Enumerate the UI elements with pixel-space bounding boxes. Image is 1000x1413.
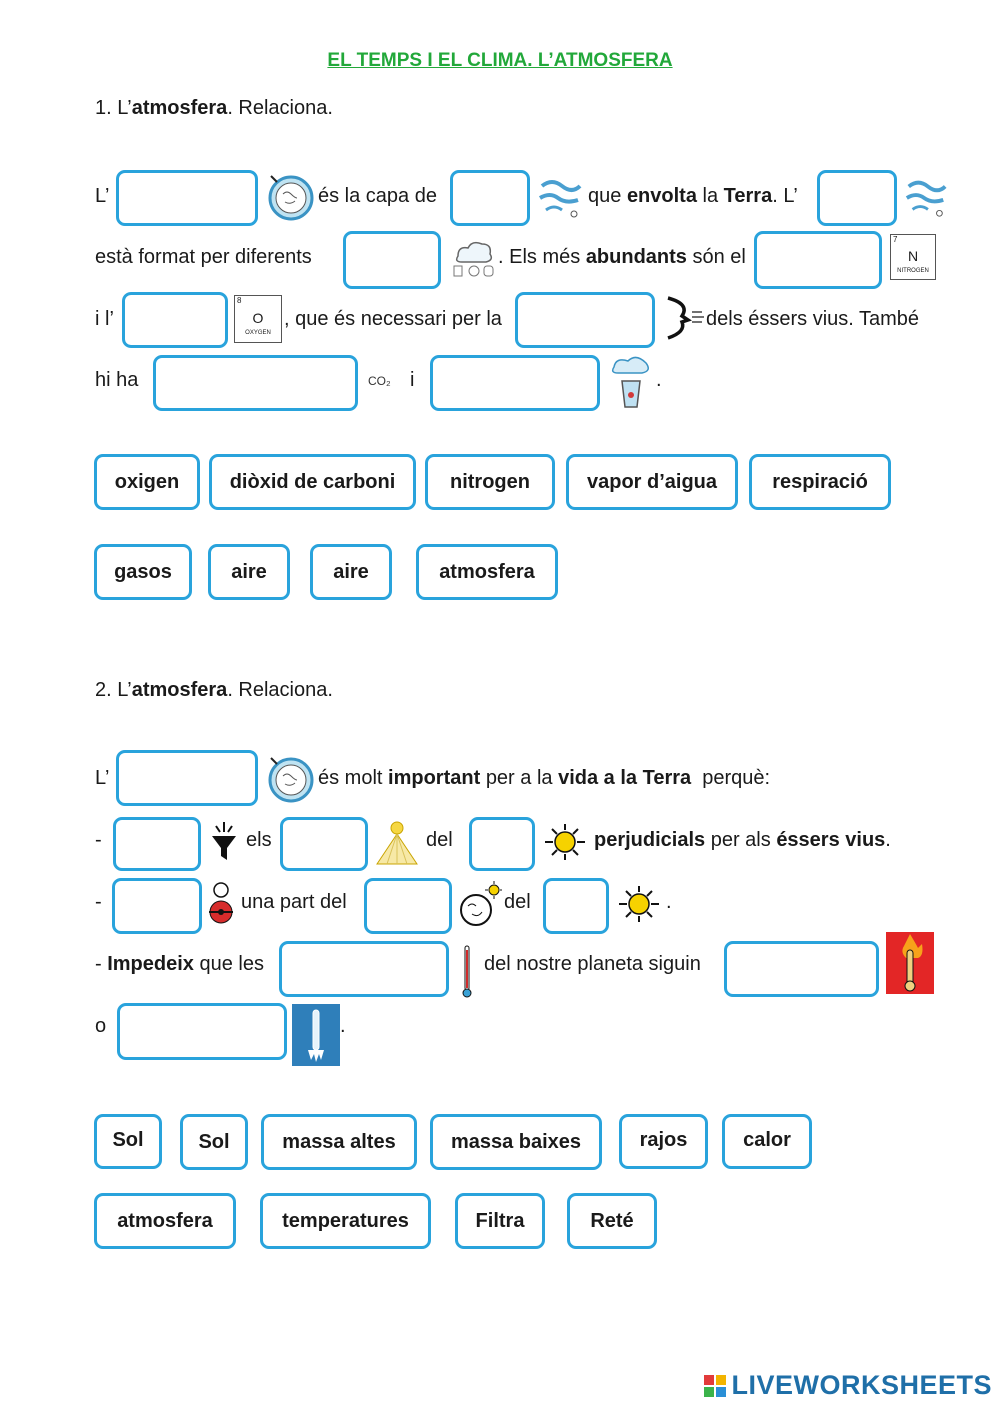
s2-l2-text-b: del (426, 829, 453, 851)
word-chip[interactable]: Sol (180, 1114, 248, 1170)
person-warm-icon (205, 880, 237, 930)
word-chip[interactable]: gasos (94, 544, 192, 600)
s2-blank-9[interactable] (724, 941, 879, 997)
nitrogen-element-icon: 7 N NITROGEN (890, 234, 936, 280)
s1-blank-3[interactable] (817, 170, 897, 226)
word-chip[interactable]: aire (310, 544, 392, 600)
word-chip[interactable]: atmosfera (94, 1193, 236, 1249)
s1-l4-text-a: hi ha (95, 369, 139, 391)
s2-blank-10[interactable] (117, 1003, 287, 1060)
s2-l4-text-c: del nostre planeta siguin (484, 953, 701, 975)
s1-blank-1[interactable] (116, 170, 258, 226)
s2-l3-text-c: . (666, 891, 672, 913)
s1-l1-text-cdefg: que envolta la Terra. L’ (588, 185, 798, 207)
breathing-face-icon (660, 294, 706, 340)
s2-l2-dash: - (95, 829, 102, 851)
word-chip[interactable]: massa altes (261, 1114, 417, 1170)
s2-blank-6[interactable] (364, 878, 452, 934)
s1-blank-2[interactable] (450, 170, 530, 226)
sun-icon (614, 882, 664, 926)
co2-icon: CO₂ (368, 374, 391, 388)
earth-atmosphere-icon (265, 172, 315, 222)
air-wind-icon (536, 174, 584, 220)
word-chip[interactable]: Sol (94, 1114, 162, 1169)
s2-l3-text-b: del (504, 891, 531, 913)
s2-blank-7[interactable] (543, 878, 609, 934)
s1-l2-text-bcd: . Els més abundants són el (498, 246, 746, 268)
sun-rays-icon (372, 818, 422, 866)
word-chip[interactable]: rajos (619, 1114, 708, 1169)
filter-funnel-icon (208, 820, 240, 866)
s2-l2-text-rest: perjudicials per als éssers vius. (594, 829, 891, 851)
s2-blank-8[interactable] (279, 941, 449, 997)
word-chip[interactable]: temperatures (260, 1193, 431, 1249)
word-chip[interactable]: diòxid de carboni (209, 454, 416, 510)
oxygen-element-icon: 8 O OXYGEN (234, 295, 282, 343)
word-chip[interactable]: aire (208, 544, 290, 600)
s2-l5-text-b: . (340, 1015, 346, 1037)
gases-cloud-icon (450, 238, 498, 278)
page-title: EL TEMPS I EL CLIMA. L’ATMOSFERA (327, 50, 673, 71)
word-chip[interactable]: nitrogen (425, 454, 555, 510)
word-chip[interactable]: atmosfera (416, 544, 558, 600)
s2-blank-3[interactable] (280, 817, 368, 871)
section2-heading: 2. L’atmosfera. Relaciona. (95, 679, 333, 701)
s2-l5-text-a: o (95, 1015, 107, 1037)
s2-l1-text-rest: és molt important per a la vida a la Terra perquè: (318, 767, 771, 789)
earth-sun-heat-icon (456, 880, 502, 930)
s1-blank-5[interactable] (754, 231, 882, 289)
s2-blank-4[interactable] (469, 817, 535, 871)
s2-blank-1[interactable] (116, 750, 258, 806)
word-chip[interactable]: Reté (567, 1193, 657, 1249)
s1-l3-text-c: dels éssers vius. També (706, 308, 920, 330)
earth-atmosphere-icon (265, 754, 315, 804)
word-chip[interactable]: Filtra (455, 1193, 545, 1249)
section1-heading: 1. L’atmosfera. Relaciona. (95, 97, 333, 119)
liveworksheets-brand: LIVEWORKSHEETS (703, 1370, 992, 1401)
thermometer-icon (456, 944, 478, 1000)
water-vapor-glass-icon (606, 355, 654, 411)
air-wind-icon (903, 174, 949, 220)
s1-blank-8[interactable] (153, 355, 358, 411)
s2-blank-5[interactable] (112, 878, 202, 934)
s2-l3-text-a: una part del (241, 891, 347, 913)
word-chip[interactable]: calor (722, 1114, 812, 1169)
s1-l2-text-a: està format per diferents (95, 246, 312, 268)
sun-icon (540, 820, 590, 864)
word-chip[interactable]: massa baixes (430, 1114, 602, 1170)
s1-blank-6[interactable] (122, 292, 228, 348)
word-chip[interactable]: respiració (749, 454, 891, 510)
s1-l1-text-b: és la capa de (318, 185, 437, 207)
s2-l4-text-ab: - Impedeix que les (95, 953, 264, 975)
s1-l3-text-b: , que és necessari per la (284, 308, 502, 330)
word-chip[interactable]: vapor d’aigua (566, 454, 738, 510)
s1-blank-7[interactable] (515, 292, 655, 348)
s2-l1-text-a: L’ (95, 767, 110, 789)
hot-thermometer-icon (886, 932, 934, 994)
word-chip[interactable]: oxigen (94, 454, 200, 510)
s1-l4-text-b: i (410, 369, 415, 391)
s2-l2-text-a: els (246, 829, 272, 851)
s1-blank-9[interactable] (430, 355, 600, 411)
s2-blank-2[interactable] (113, 817, 201, 871)
s1-blank-4[interactable] (343, 231, 441, 289)
s1-l1-text-a: L’ (95, 185, 110, 207)
s1-l4-text-c: . (656, 369, 662, 391)
s1-l3-text-a: i l’ (95, 308, 114, 330)
liveworksheets-logo-icon (703, 1374, 727, 1398)
cold-thermometer-icon (292, 1004, 340, 1066)
s2-l3-dash: - (95, 891, 102, 913)
